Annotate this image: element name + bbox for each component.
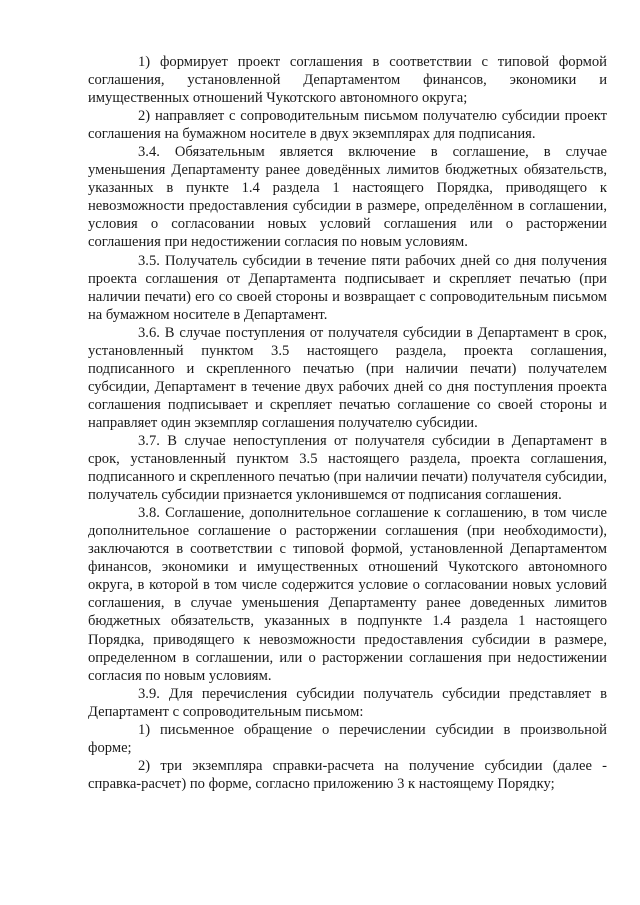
paragraph-1-subitem: 1) формирует проект соглашения в соответствии с типовой формой соглашения, установленной Департаментом финансов, экономики и имущественных отношений Чукотского автономного округа; [88, 54, 607, 107]
paragraph-3-9: 3.9. Для перечисления субсидии получатель субсидии представляет в Департамент с сопроводительным письмом: [88, 685, 607, 720]
paragraph-2-subitem: 2) направляет с сопроводительным письмом получателю субсидии проект соглашения на бумажном носителе в двух экземплярах для подписания. [88, 108, 607, 143]
paragraph-3-8: 3.8. Соглашение, дополнительное соглашение к соглашению, в том числе дополнительное соглашение о расторжении соглашения (при необходимости), заключаются в соответствии с типовой формой, установленной Департаментом финансов, экономики и имущественных отношений Чукотского автономного округа, в которой в том числе содержится условие о согласовании новых условий соглашения, в случае уменьшения Департаменту ранее доведенных лимитов бюджетных обязательств, указанных в подпункте 1.4 раздела 1 настоящего Порядка, приводящего к невозможности предоставления субсидии в размере, определенном в соглашении, или о расторжении соглашения при недостижении согласия по новым условиям. [88, 505, 607, 684]
document-body [88, 53, 607, 793]
paragraph-3-4: 3.4. Обязательным является включение в соглашение, в случае уменьшения Департаменту ранее доведённых лимитов бюджетных обязательств, указанных в пункте 1.4 раздела 1 настоящего Порядка, приводящего к невозможности предоставления субсидии в размере, определённом в соглашении, условия о согласовании новых условий соглашения или о расторжении соглашения при недостижении согласия по новым условиям. [88, 144, 607, 251]
paragraph-3-9-item-2: 2) три экземпляра справки-расчета на получение субсидии (далее - справка-расчет) по форме, согласно приложению 3 к настоящему Порядку; [88, 757, 607, 792]
paragraph-3-9-item-1: 1) письменное обращение о перечислении субсидии в произвольной форме; [88, 721, 607, 756]
paragraph-3-5: 3.5. Получатель субсидии в течение пяти рабочих дней со дня получения проекта соглашения от Департамента подписывает и скрепляет печатью (при наличии печати) его со своей стороны и возвращает с сопроводительным письмом на бумажном носителе в Департамент. [88, 252, 607, 323]
paragraph-3-6: 3.6. В случае поступления от получателя субсидии в Департамент в срок, установленный пунктом 3.5 настоящего раздела, проекта соглашения, подписанного и скрепленного печатью (при наличии печати) получателем субсидии, Департамент в течение двух рабочих дней со дня поступления проекта соглашения подписывает и скрепляет печатью соглашение со своей стороны и направляет один экземпляр соглашения получателю субсидии. [88, 324, 607, 431]
paragraph-3-7: 3.7. В случае непоступления от получателя субсидии в Департамент в срок, установленный пунктом 3.5 настоящего раздела, проекта соглашения, подписанного и скрепленного печатью (при наличии печати) получателя субсидии, получатель субсидии признается уклонившемся от подписания соглашения. [88, 432, 607, 504]
